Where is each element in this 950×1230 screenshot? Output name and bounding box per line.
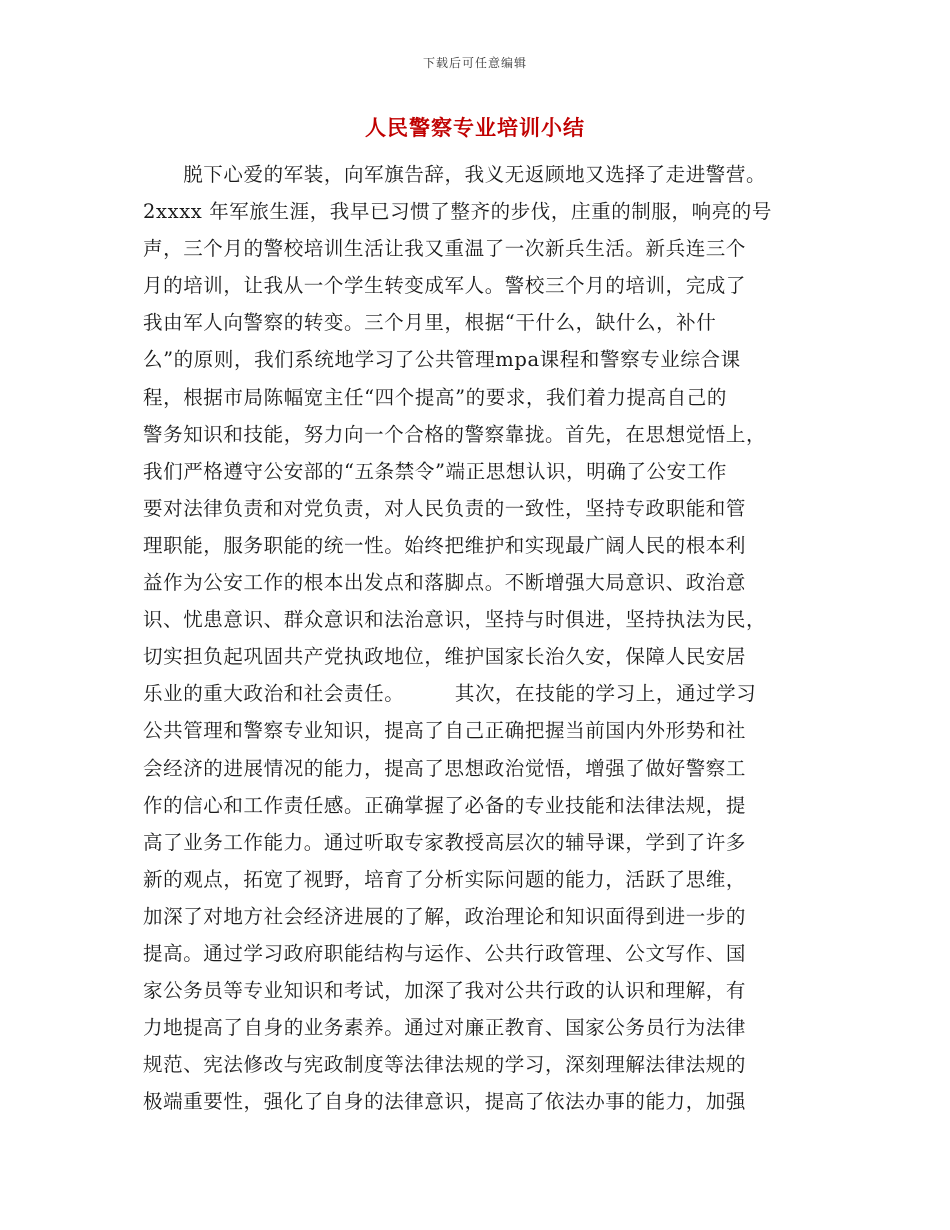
body-line: 极端重要性，强化了自身的法律意识，提高了依法办事的能力，加强 xyxy=(143,1090,747,1114)
body-line: 提高。通过学习政府职能结构与运作、公共行政管理、公文写作、国 xyxy=(143,941,747,965)
body-line: 乐业的重大政治和社会责任。 其次，在技能的学习上，通过学习 xyxy=(143,682,757,706)
body-line: 会经济的进展情况的能力，提高了思想政治觉悟，增强了做好警察工 xyxy=(143,756,747,780)
body-line: 作的信心和工作责任感。正确掌握了必备的专业技能和法律法规，提 xyxy=(143,793,747,817)
body-line: 2xxxx 年军旅生涯，我早已习惯了整齐的步伐，庄重的制服，响亮的号 xyxy=(143,200,772,224)
body-line: 力地提高了自身的业务素养。通过对廉正教育、国家公务员行为法律 xyxy=(143,1016,747,1040)
document-body xyxy=(143,156,808,1120)
body-line: 要对法律负责和对党负责，对人民负责的一致性，坚持专政职能和管 xyxy=(143,496,747,520)
body-line: 警务知识和技能，努力向一个合格的警察靠拢。首先，在思想觉悟上， xyxy=(143,422,767,446)
body-line: 么”的原则，我们系统地学习了公共管理mpa课程和警察专业综合课 xyxy=(143,348,741,372)
body-line: 切实担负起巩固共产党执政地位，维护国家长治久安，保障人民安居 xyxy=(143,645,747,669)
body-line: 声，三个月的警校培训生活让我又重温了一次新兵生活。新兵连三个 xyxy=(143,237,747,261)
body-line: 公共管理和警察专业知识，提高了自己正确把握当前国内外形势和社 xyxy=(143,719,747,743)
body-line: 加深了对地方社会经济进展的了解，政治理论和知识面得到进一步的 xyxy=(143,904,747,928)
body-line: 规范、宪法修改与宪政制度等法律法规的学习，深刻理解法律法规的 xyxy=(143,1053,747,1077)
header-note: 下载后可任意编辑 xyxy=(422,56,527,70)
body-line: 月的培训，让我从一个学生转变成军人。警校三个月的培训，完成了 xyxy=(143,274,747,298)
body-line: 益作为公安工作的根本出发点和落脚点。不断增强大局意识、政治意 xyxy=(143,571,747,595)
body-line: 我由军人向警察的转变。三个月里，根据“干什么，缺什么，补什 xyxy=(143,311,717,335)
body-line: 脱下心爱的军装，向军旗告辞，我义无返顾地又选择了走进警营。 xyxy=(143,163,767,186)
body-line: 理职能，服务职能的统一性。始终把维护和实现最广阔人民的根本利 xyxy=(143,533,747,557)
body-line: 高了业务工作能力。通过听取专家教授高层次的辅导课，学到了许多 xyxy=(143,830,747,854)
document-title: 人民警察专业培训小结 xyxy=(365,115,585,140)
body-line: 识、忧患意识、群众意识和法治意识，坚持与时俱进，坚持执法为民， xyxy=(143,608,767,632)
body-line: 程，根据市局陈幅宽主任“四个提高”的要求，我们着力提高自己的 xyxy=(143,385,727,409)
body-line: 新的观点，拓宽了视野，培育了分析实际问题的能力，活跃了思维， xyxy=(143,867,747,891)
body-line: 家公务员等专业知识和考试，加深了我对公共行政的认识和理解，有 xyxy=(143,979,747,1003)
body-line: 我们严格遵守公安部的“五条禁令”端正思想认识，明确了公安工作 xyxy=(143,459,727,483)
